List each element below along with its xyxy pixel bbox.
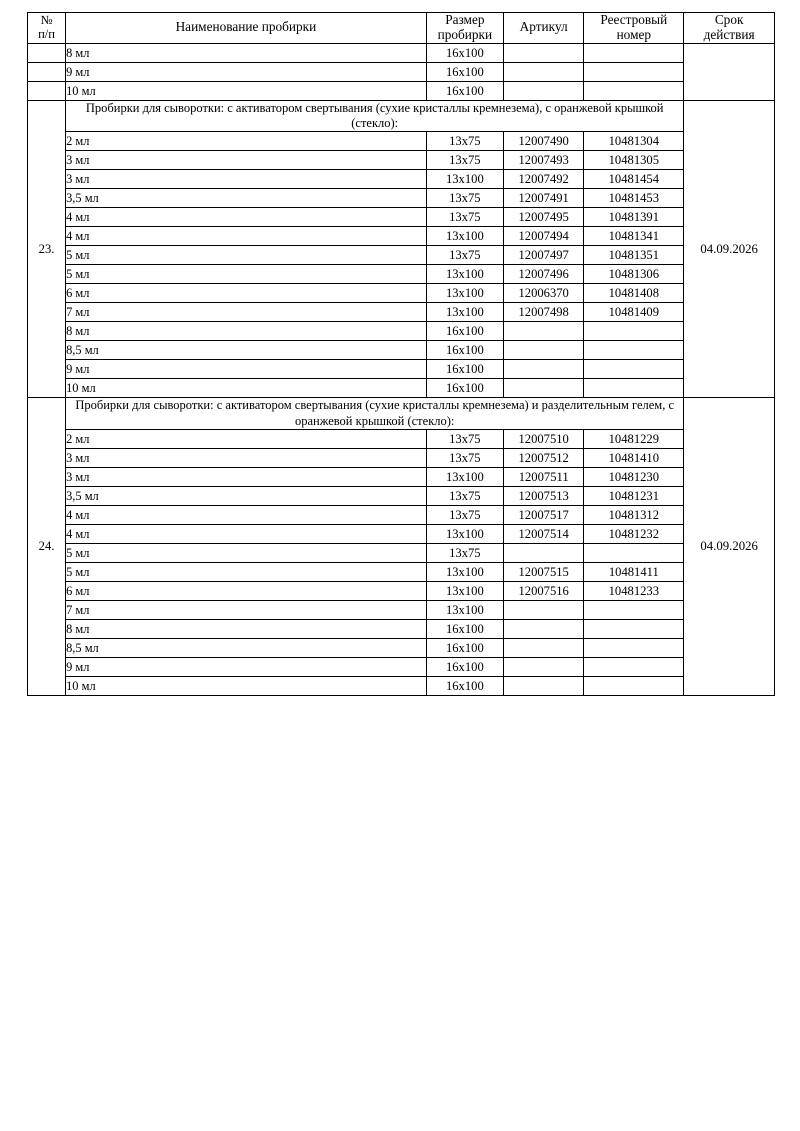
cell-size: 13x75 [426,505,503,524]
table-row [28,505,775,524]
column-header-article: Артикул [503,13,583,44]
cell-size: 13x100 [426,581,503,600]
table-body [28,43,775,695]
cell-article: 12007493 [503,151,583,170]
cell-size: 13x100 [426,265,503,284]
cell-article: 12007494 [503,227,583,246]
cell-name: 6 мл [66,284,427,303]
table-row [28,379,775,398]
column-header-size-line1: Размер [445,12,485,27]
column-header-size [426,13,503,44]
cell-article: 12007515 [503,562,583,581]
table-row [28,543,775,562]
cell-number: 24. [28,398,66,696]
cell-name: 3,5 мл [66,486,427,505]
table-row [28,619,775,638]
cell-registry [584,676,684,695]
cell-size: 13x75 [426,246,503,265]
cell-registry: 10481230 [584,467,684,486]
cell-registry: 10481306 [584,265,684,284]
table-row [28,284,775,303]
group-title-row [28,100,775,132]
cell-article: 12007492 [503,170,583,189]
table-row [28,81,775,100]
cell-name: 10 мл [66,81,427,100]
cell-registry [584,600,684,619]
cell-name: 3,5 мл [66,189,427,208]
table-row [28,524,775,543]
cell-article: 12007513 [503,486,583,505]
cell-size: 13x100 [426,600,503,619]
cell-name: 3 мл [66,448,427,467]
cell-term [684,43,775,100]
cell-registry: 10481305 [584,151,684,170]
table-row [28,132,775,151]
group-title: Пробирки для сыворотки: с активатором свертывания (сухие кристаллы кремнезема), с оранжевой крышкой (стекло): [66,100,684,132]
table-row [28,676,775,695]
cell-article: 12007496 [503,265,583,284]
cell-registry [584,657,684,676]
cell-size: 13x75 [426,543,503,562]
cell-registry: 10481454 [584,170,684,189]
cell-registry [584,379,684,398]
cell-size: 13x75 [426,208,503,227]
column-header-registry-line2: номер [616,26,652,42]
cell-article: 12007498 [503,303,583,322]
cell-name: 9 мл [66,360,427,379]
cell-name: 8,5 мл [66,341,427,360]
column-header-term-line2: действия [703,26,755,42]
cell-registry: 10481351 [584,246,684,265]
cell-size: 16x100 [426,638,503,657]
cell-name: 2 мл [66,132,427,151]
cell-article [503,341,583,360]
cell-name: 9 мл [66,657,427,676]
cell-name: 8 мл [66,43,427,62]
table-row [28,227,775,246]
cell-registry: 10481229 [584,429,684,448]
cell-size: 13x75 [426,132,503,151]
cell-article [503,600,583,619]
cell-article: 12007516 [503,581,583,600]
cell-article [503,379,583,398]
cell-name: 3 мл [66,151,427,170]
table-row [28,303,775,322]
cell-name: 7 мл [66,600,427,619]
cell-article [503,62,583,81]
group-title: Пробирки для сыворотки: с активатором свертывания (сухие кристаллы кремнезема) и разделительным гелем, с оранжевой крышкой (стекло): [66,398,684,430]
cell-registry [584,43,684,62]
cell-size: 16x100 [426,676,503,695]
tube-specification-table [27,12,775,696]
column-header-registry [584,13,684,44]
cell-article [503,657,583,676]
cell-size: 13x100 [426,303,503,322]
cell-article: 12007510 [503,429,583,448]
table-row [28,360,775,379]
cell-size: 16x100 [426,62,503,81]
cell-article: 12007491 [503,189,583,208]
cell-size: 16x100 [426,360,503,379]
cell-size: 16x100 [426,657,503,676]
cell-name: 3 мл [66,170,427,189]
cell-article: 12007490 [503,132,583,151]
cell-size: 16x100 [426,322,503,341]
column-header-term [684,13,775,44]
cell-name: 5 мл [66,265,427,284]
cell-registry [584,619,684,638]
column-header-number-line1: № [40,13,53,28]
cell-size: 16x100 [426,341,503,360]
cell-size: 16x100 [426,81,503,100]
cell-registry: 10481312 [584,505,684,524]
cell-name: 9 мл [66,62,427,81]
cell-size: 13x75 [426,429,503,448]
table-header [28,13,775,44]
cell-article [503,81,583,100]
cell-name: 8,5 мл [66,638,427,657]
cell-article [503,638,583,657]
cell-registry: 10481391 [584,208,684,227]
cell-article [503,619,583,638]
column-header-number [28,13,66,44]
cell-registry [584,543,684,562]
cell-registry: 10481233 [584,581,684,600]
cell-name: 6 мл [66,581,427,600]
table-row [28,246,775,265]
cell-registry: 10481411 [584,562,684,581]
table-row [28,170,775,189]
cell-article: 12007497 [503,246,583,265]
column-header-size-line2: пробирки [437,26,493,42]
cell-size: 16x100 [426,43,503,62]
cell-article: 12007517 [503,505,583,524]
cell-name: 4 мл [66,208,427,227]
cell-size: 13x100 [426,284,503,303]
table-row [28,151,775,170]
table-row [28,486,775,505]
cell-registry [584,638,684,657]
cell-name: 5 мл [66,543,427,562]
cell-article [503,543,583,562]
cell-name: 4 мл [66,524,427,543]
cell-registry [584,322,684,341]
cell-registry [584,62,684,81]
cell-term: 04.09.2026 [684,100,775,398]
table-row [28,562,775,581]
table-row [28,189,775,208]
cell-size: 16x100 [426,619,503,638]
table-row [28,322,775,341]
cell-name: 10 мл [66,379,427,398]
cell-article [503,676,583,695]
cell-registry: 10481408 [584,284,684,303]
table-row [28,43,775,62]
cell-registry: 10481409 [584,303,684,322]
table-row [28,638,775,657]
cell-size: 16x100 [426,379,503,398]
cell-registry [584,81,684,100]
cell-name: 5 мл [66,562,427,581]
cell-registry: 10481341 [584,227,684,246]
cell-article: 12006370 [503,284,583,303]
cell-registry: 10481231 [584,486,684,505]
table-row [28,448,775,467]
cell-number [28,43,66,62]
cell-article: 12007512 [503,448,583,467]
cell-registry: 10481304 [584,132,684,151]
cell-name: 4 мл [66,227,427,246]
cell-name: 8 мл [66,322,427,341]
cell-size: 13x75 [426,486,503,505]
cell-registry: 10481232 [584,524,684,543]
table-row [28,62,775,81]
table-row [28,429,775,448]
column-header-name: Наименование пробирки [66,13,427,44]
group-title-row [28,398,775,430]
cell-name: 5 мл [66,246,427,265]
header-row [28,13,775,44]
column-header-registry-line1: Реестровый [600,12,668,27]
cell-name: 10 мл [66,676,427,695]
table-row [28,208,775,227]
cell-name: 7 мл [66,303,427,322]
cell-article: 12007495 [503,208,583,227]
cell-name: 2 мл [66,429,427,448]
cell-number: 23. [28,100,66,398]
cell-size: 13x100 [426,227,503,246]
table-row [28,600,775,619]
cell-name: 3 мл [66,467,427,486]
cell-size: 13x75 [426,189,503,208]
cell-registry: 10481453 [584,189,684,208]
cell-size: 13x100 [426,170,503,189]
cell-registry [584,360,684,379]
table-row [28,341,775,360]
cell-article [503,322,583,341]
table-row [28,657,775,676]
table-row [28,467,775,486]
cell-size: 13x100 [426,524,503,543]
cell-article [503,43,583,62]
cell-size: 13x100 [426,467,503,486]
cell-number [28,62,66,81]
cell-size: 13x100 [426,562,503,581]
cell-term: 04.09.2026 [684,398,775,696]
cell-registry: 10481410 [584,448,684,467]
cell-name: 4 мл [66,505,427,524]
cell-article [503,360,583,379]
column-header-number-line2: п/п [38,26,56,41]
cell-registry [584,341,684,360]
column-header-term-line1: Срок [714,12,744,27]
cell-article: 12007511 [503,467,583,486]
cell-size: 13x75 [426,448,503,467]
table-row [28,265,775,284]
cell-number [28,81,66,100]
cell-name: 8 мл [66,619,427,638]
cell-size: 13x75 [426,151,503,170]
table-row [28,581,775,600]
cell-article: 12007514 [503,524,583,543]
